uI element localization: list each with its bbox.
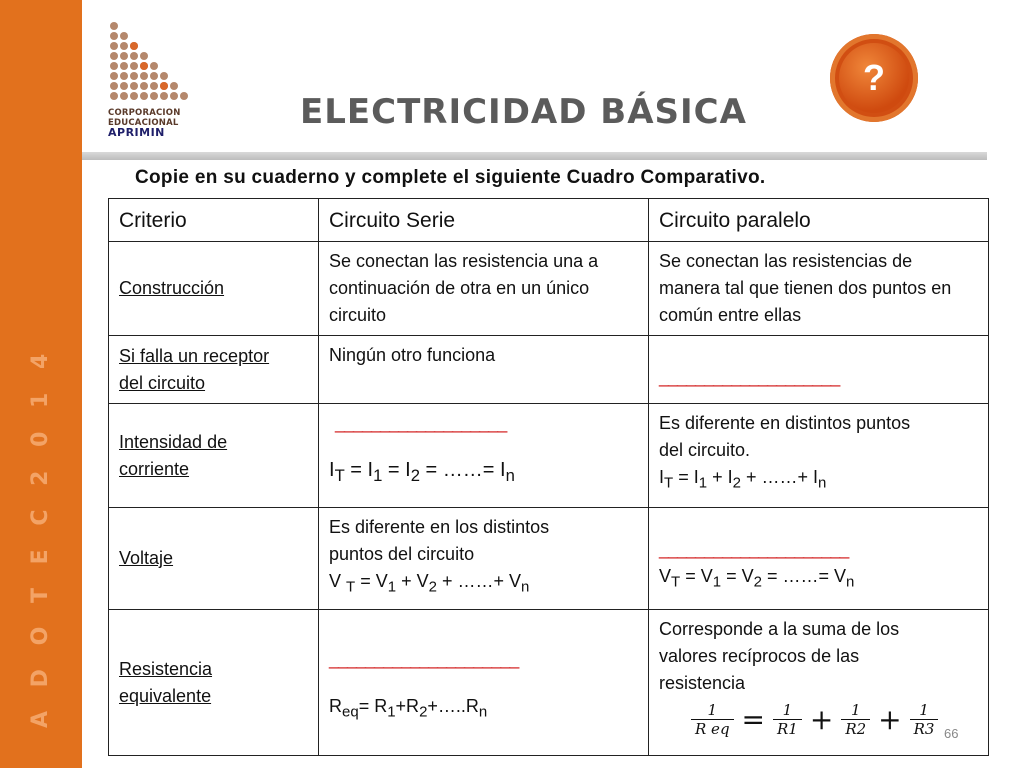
criterio-falla-l2: del circuito (119, 372, 206, 393)
question-icon: ? (839, 43, 909, 113)
serie-resistencia-formula: $R_{eq}=$ $R_1+R_2+\dots..R_n$ (329, 696, 488, 721)
paralelo-voltaje (649, 508, 989, 610)
serie-voltaje-formula: V $_T = V_1 + V_2$ + ……+ $V_n$ (329, 571, 530, 596)
fraction-lhs: $\frac{1}{\text{R eq}}$ (691, 701, 734, 738)
table-row (109, 404, 989, 508)
logo-brand: APRIMIN (108, 126, 165, 139)
plus-sign: + (809, 703, 834, 736)
paralelo-falla-blank[interactable]: ____________________ (659, 367, 840, 387)
criterio-intensidad-l2: corriente (119, 458, 190, 479)
serie-intensidad-formula: $I_T = I_1 = I_2$ = ……= $I_n$ (329, 459, 515, 485)
logo-line1: CORPORACION (108, 108, 181, 118)
criterio-voltaje: Voltaje (109, 508, 319, 610)
criterio-resistencia-l1: Resistencia (119, 658, 213, 679)
comparison-table (108, 198, 989, 756)
paralelo-falla (649, 336, 989, 404)
plus-sign: + (878, 703, 902, 736)
serie-falla: Ningún otro funciona (319, 336, 649, 404)
help-button[interactable] (830, 34, 918, 122)
equals-sign: = (741, 703, 766, 736)
paralelo-resistencia-l3: resistencia (659, 673, 746, 693)
paralelo-intensidad (649, 404, 989, 508)
criterio-construccion: Construcción (109, 242, 319, 336)
table-header-row (109, 199, 989, 242)
page-title: ELECTRICIDAD BÁSICA (300, 92, 747, 132)
fraction-r1: $\frac{1}{R1}$ (773, 701, 802, 738)
paralelo-resistencia-l2: valores recíprocos de las (659, 646, 860, 666)
serie-resistencia-blank[interactable]: _____________________ (329, 649, 519, 669)
paralelo-voltaje-formula: $V_T = V_1 = V_2$ = ……= $V_n$ (659, 566, 855, 591)
table-row (109, 508, 989, 610)
page-number: 66 (944, 726, 959, 741)
fraction-r2: $\frac{1}{R2}$ (841, 701, 870, 738)
reciprocal-formula (659, 701, 978, 738)
serie-voltaje-l1: Es diferente en los distintos (329, 517, 550, 537)
logo-text (108, 108, 181, 138)
table-row (109, 610, 989, 756)
paralelo-resistencia-l1: Corresponde a la suma de los (659, 619, 900, 639)
logo (108, 20, 198, 150)
criterio-resistencia (109, 610, 319, 756)
paralelo-intensidad-formula: $I_T = I_1 + I_2$ + ……+ $I_n$ (659, 467, 827, 492)
paralelo-construccion: Se conectan las resistencias de manera tal que tienen dos puntos en común entre ellas (649, 242, 989, 336)
serie-intensidad (319, 404, 649, 508)
criterio-resistencia-l2: equivalente (119, 685, 212, 706)
criterio-falla (109, 336, 319, 404)
serie-construccion: Se conectan las resistencia una a continuación de otra en un único circuito (319, 242, 649, 336)
criterio-falla-l1: Si falla un receptor (119, 345, 270, 366)
header-paralelo: Circuito paralelo (649, 199, 989, 242)
table-row (109, 336, 989, 404)
paralelo-voltaje-blank[interactable]: _____________________ (659, 539, 849, 559)
sidebar (0, 0, 82, 768)
logo-line2: EDUCACIONAL (108, 118, 179, 128)
instruction-text: Copie en su cuaderno y complete el siguiente Cuadro Comparativo. (135, 167, 766, 188)
serie-voltaje (319, 508, 649, 610)
header-serie: Circuito Serie (319, 199, 649, 242)
serie-voltaje-l2: puntos del circuito (329, 544, 475, 564)
sidebar-vertical-text: A D O T E C 2 0 1 4 (28, 345, 53, 728)
paralelo-resistencia (649, 610, 989, 756)
criterio-intensidad (109, 404, 319, 508)
serie-intensidad-blank[interactable]: ___________________ (335, 413, 507, 433)
table-row (109, 242, 989, 336)
header-criterio: Criterio (109, 199, 319, 242)
fraction-r3: $\frac{1}{R3}$ (910, 701, 939, 738)
logo-dots-icon (108, 20, 198, 106)
paralelo-intensidad-l2: del circuito. (659, 440, 751, 460)
serie-resistencia (319, 610, 649, 756)
header-divider (82, 152, 987, 160)
paralelo-intensidad-l1: Es diferente en distintos puntos (659, 413, 911, 433)
criterio-intensidad-l1: Intensidad de (119, 431, 228, 452)
